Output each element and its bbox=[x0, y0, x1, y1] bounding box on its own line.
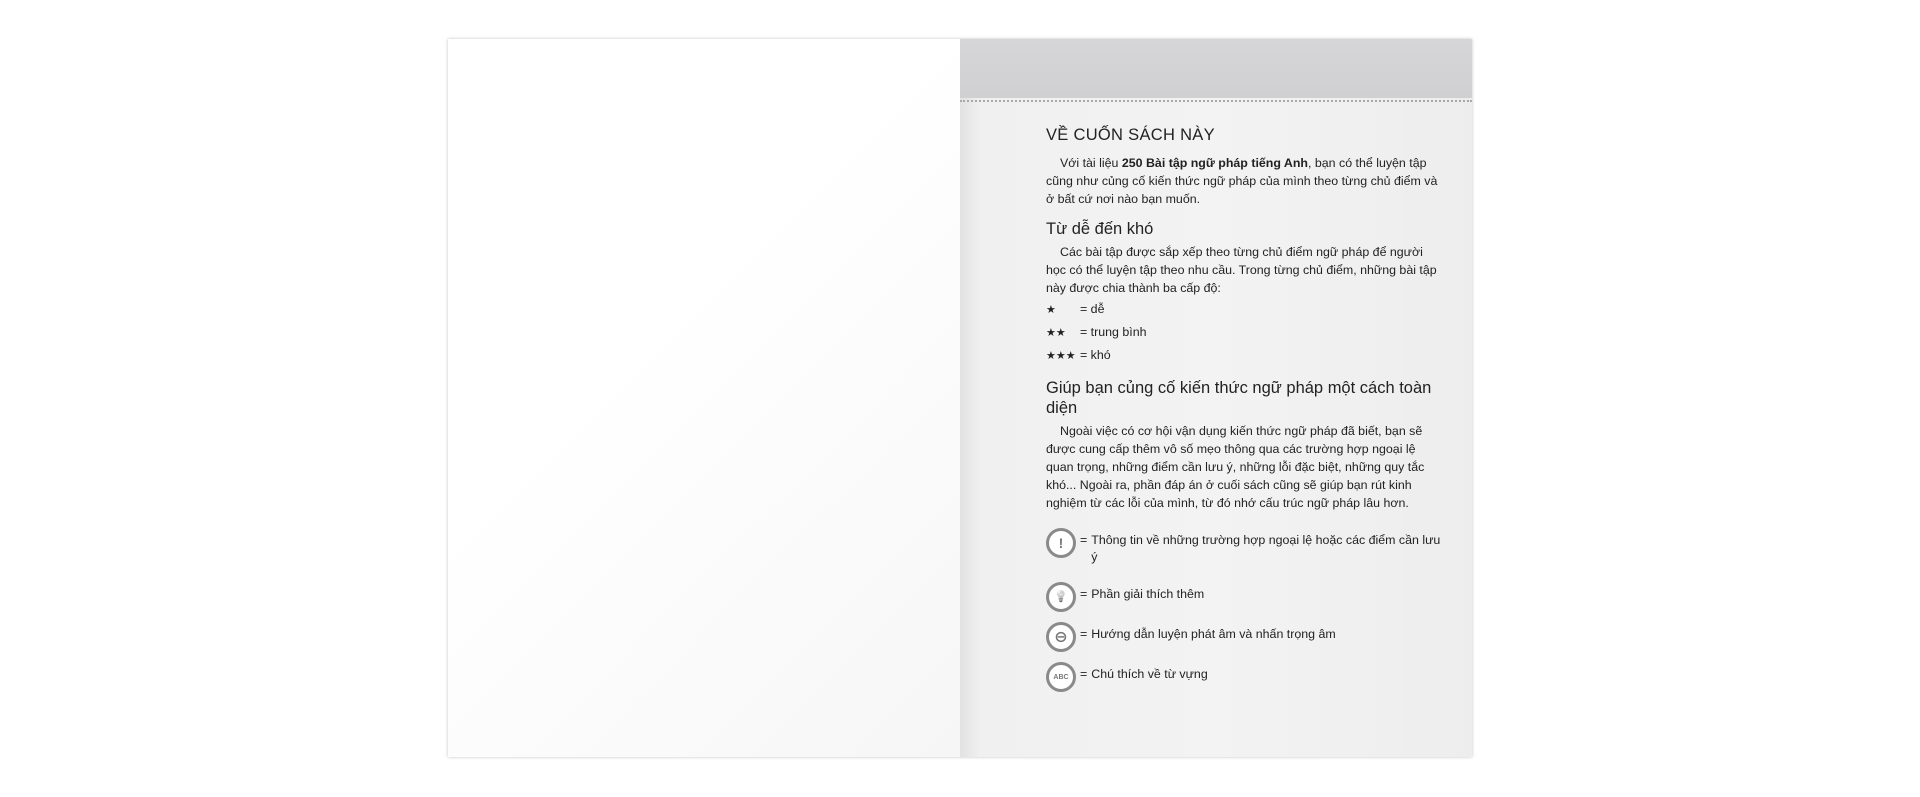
legend-text: Chú thích về từ vựng bbox=[1091, 667, 1208, 681]
level-label: = khó bbox=[1080, 348, 1111, 362]
intro-text: , bạn có thể luyện tập cũng như củng cố kiến thức ngữ pháp của mình theo từng chủ điểm và ở bất cứ nơi nào bạn muốn. bbox=[1046, 156, 1438, 206]
level-label: = trung bình bbox=[1080, 325, 1147, 339]
comprehensive-paragraph bbox=[1046, 422, 1440, 512]
intro-paragraph bbox=[1046, 154, 1440, 208]
star-icon: ★ bbox=[1046, 304, 1056, 316]
legend-text: Phần giải thích thêm bbox=[1091, 587, 1205, 601]
level-medium bbox=[1046, 325, 1146, 339]
legend-item-note bbox=[1046, 528, 1446, 566]
header-band bbox=[960, 39, 1472, 98]
book-title: 250 Bài tập ngữ pháp tiếng Anh bbox=[1121, 156, 1308, 170]
section-title-levels: Từ dễ đến khó bbox=[1046, 220, 1154, 238]
equals-sign: = bbox=[1080, 587, 1088, 601]
section-title-about: VỀ CUỐN SÁCH NÀY bbox=[1046, 126, 1215, 144]
section-title-comprehensive: Giúp bạn củng cố kiến thức ngữ pháp một cách toàn diện bbox=[1046, 379, 1432, 417]
left-page-blank bbox=[448, 39, 960, 757]
star-icon: ★★★ bbox=[1046, 350, 1076, 362]
legend-text: Hướng dẫn luyện phát âm và nhấn trọng âm bbox=[1091, 627, 1336, 641]
lips-icon: ⊖ bbox=[1046, 622, 1076, 652]
dotted-divider bbox=[960, 100, 1472, 102]
comprehensive-text: Ngoài việc có cơ hội vận dụng kiến thức ngữ pháp đã biết, bạn sẽ được cung cấp thêm vô số mẹo thông qua các trường hợp ngoại lệ quan trọng, những điểm cần lưu ý, những lỗi đặc biệt, những quy tắc khó... Ngoài ra, phần đáp án ở cuối sách cũng sẽ giúp bạn rút kinh nghiệm từ các lỗi của mình, từ đó nhớ cấu trúc ngữ pháp lâu hơn. bbox=[1046, 424, 1425, 510]
star-icon: ★★ bbox=[1046, 327, 1066, 339]
legend-item-pronunciation bbox=[1046, 622, 1446, 652]
legend-item-explanation bbox=[1046, 582, 1446, 612]
level-label: = dễ bbox=[1080, 302, 1105, 316]
lightbulb-icon: 💡 bbox=[1046, 582, 1076, 612]
equals-sign: = bbox=[1080, 627, 1088, 641]
intro-text: Với tài liệu bbox=[1060, 156, 1122, 170]
legend-text: Thông tin về những trường hợp ngoại lệ hoặc các điểm cần lưu ý bbox=[1091, 533, 1441, 564]
abc-icon: ABC bbox=[1046, 662, 1076, 692]
levels-paragraph bbox=[1046, 243, 1440, 297]
exclamation-icon: ! bbox=[1046, 528, 1076, 558]
equals-sign: = bbox=[1080, 667, 1088, 681]
level-hard bbox=[1046, 348, 1111, 362]
levels-text: Các bài tập được sắp xếp theo từng chủ điểm ngữ pháp để người học có thể luyện tập theo nhu cầu. Trong từng chủ điểm, những bài tập này được chia thành ba cấp độ: bbox=[1046, 245, 1437, 295]
equals-sign: = bbox=[1080, 533, 1088, 547]
level-easy bbox=[1046, 302, 1104, 316]
legend-item-vocabulary bbox=[1046, 662, 1446, 692]
